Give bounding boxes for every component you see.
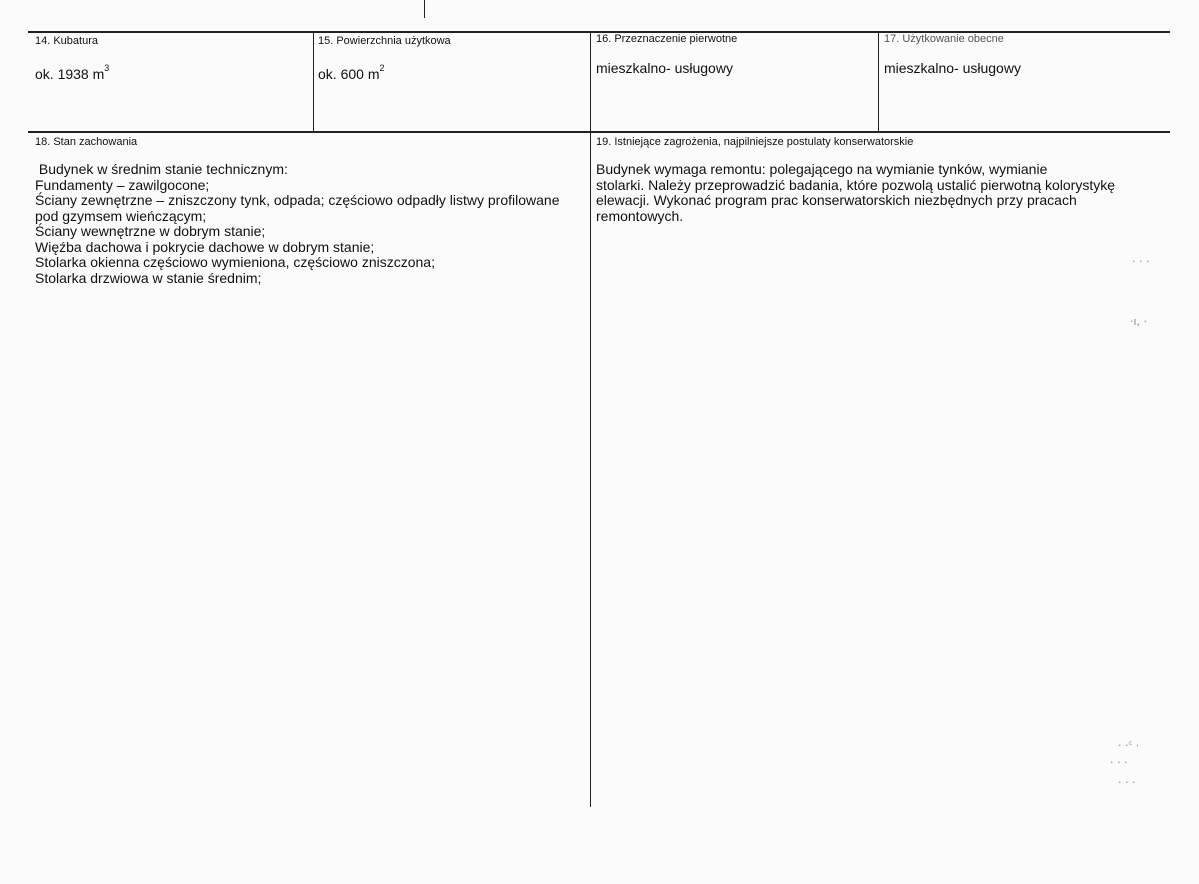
kubatura-value-exponent: 3 — [104, 63, 110, 73]
zagrozenia-text — [596, 162, 1115, 224]
stan-line: Stolarka drzwiowa w stanie średnim; — [35, 269, 262, 286]
powierzchnia-value-text: ok. 600 m — [318, 66, 380, 82]
stan-line: Ściany zewnętrzne – zniszczony tynk, odpada; częściowo odpadły listwy profilowane — [35, 192, 560, 208]
stan-line: Fundamenty – zawilgocone; — [35, 176, 210, 193]
zagrozenia-line: Budynek wymaga remontu: polegającego na wymianie tynków, wymianie — [596, 161, 1048, 177]
scan-speck: ·ı, · — [1130, 315, 1148, 328]
scan-speck: · · · — [1110, 756, 1128, 769]
scan-speck: · · · — [1132, 255, 1150, 268]
top-tick — [424, 0, 425, 18]
zagrozenia-line: remontowych. — [596, 207, 684, 224]
stan-line: Budynek w średnim stanie technicznym: — [35, 161, 288, 177]
kubatura-label: 14. Kubatura — [35, 35, 98, 47]
przeznaczenie-value: mieszkalno- usługowy — [596, 60, 733, 76]
powierzchnia-label: 15. Powierzchnia użytkowa — [318, 35, 451, 47]
zagrozenia-line: elewacji. Wykonać program prac konserwatorskich niezbędnych przy pracach — [596, 192, 1077, 208]
column-separator — [590, 31, 591, 807]
stan-line: Stolarka okienna częściowo wymieniona, częściowo zniszczona; — [35, 254, 435, 270]
uzytkowanie-value: mieszkalno- usługowy — [884, 60, 1021, 76]
row-separator — [28, 131, 1170, 133]
scan-speck: · ·꜂ · — [1118, 739, 1140, 752]
przeznaczenie-label: 16. Przeznaczenie pierwotne — [596, 33, 738, 45]
row1-separator-3 — [878, 31, 879, 132]
scan-speck: · · · — [1118, 776, 1136, 789]
uzytkowanie-label: 17. Użytkowanie obecne — [884, 33, 1004, 45]
row1-separator-1 — [313, 31, 314, 132]
stan-label: 18. Stan zachowania — [35, 136, 138, 148]
powierzchnia-value-exponent: 2 — [379, 63, 385, 73]
stan-line: Więźba dachowa i pokrycie dachowe w dobrym stanie; — [35, 238, 375, 255]
powierzchnia-value — [318, 63, 385, 82]
zagrozenia-label: 19. Istniejące zagrożenia, najpilniejsze postulaty konserwatorskie — [596, 136, 914, 148]
kubatura-value-text: ok. 1938 m — [35, 66, 105, 82]
stan-line: Ściany wewnętrzne w dobrym stanie; — [35, 223, 266, 239]
stan-text — [35, 162, 560, 286]
kubatura-value — [35, 63, 110, 82]
stan-line: pod gzymsem wieńczącym; — [35, 207, 207, 224]
zagrozenia-line: stolarki. Należy przeprowadzić badania, które pozwolą ustalić pierwotną kolorystykę — [596, 176, 1116, 193]
